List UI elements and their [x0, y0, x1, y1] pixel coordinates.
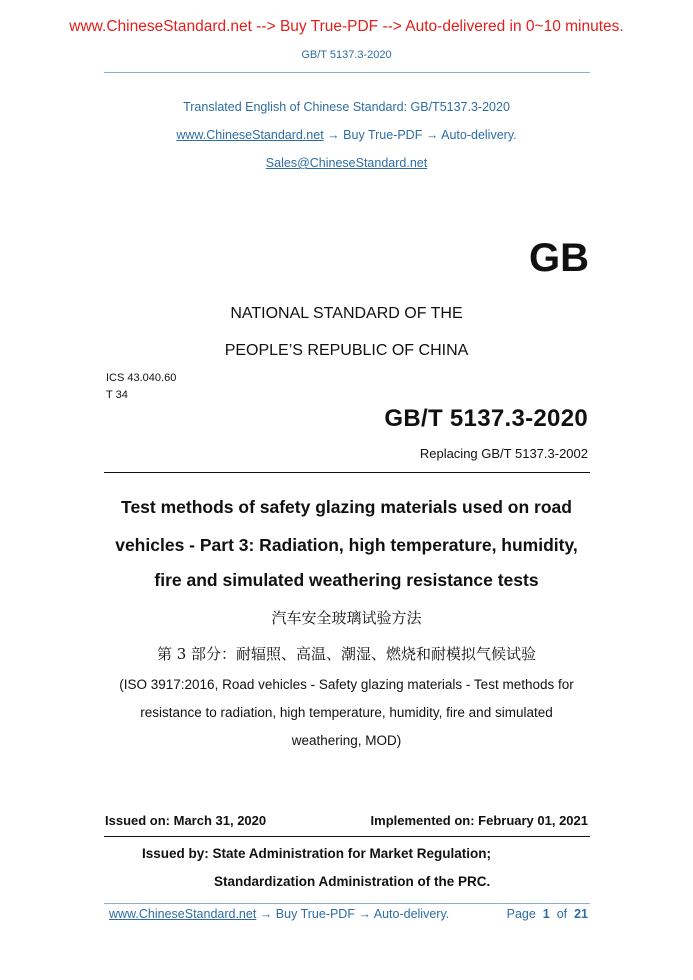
issuer-line-1: Issued by: State Administration for Market Regulation;	[142, 846, 492, 861]
page-number: 1	[542, 907, 550, 921]
page-total: 21	[574, 907, 588, 921]
site-link[interactable]: www.ChineseStandard.net	[176, 128, 324, 142]
page-indicator	[507, 907, 588, 921]
page-label: Page	[506, 907, 536, 921]
arrow-right-icon: →	[259, 907, 273, 921]
buy-line	[0, 128, 693, 142]
standard-number: GB/T 5137.3-2020	[384, 405, 588, 432]
arrow-right-icon: →	[327, 128, 340, 142]
iso-ref-line-1: (ISO 3917:2016, Road vehicles - Safety glazing materials - Test methods for	[119, 677, 574, 692]
chinese-title-2: 第 3 部分：耐辐照、高温、潮湿、燃烧和耐模拟气候试验	[156, 645, 537, 663]
title-divider	[104, 472, 590, 473]
issuer-line-2: Standardization Administration of the PRC.	[214, 874, 491, 889]
top-banner: www.ChineseStandard.net --> Buy True-PDF --> Auto-delivered in 0~10 minutes.	[69, 18, 624, 35]
footer-buy-text: Buy True-PDF	[275, 907, 355, 921]
national-line-2: PEOPLE’S REPUBLIC OF CHINA	[224, 342, 469, 359]
ccs-code: T 34	[106, 389, 128, 401]
national-line-1: NATIONAL STANDARD OF THE	[230, 305, 463, 322]
arrow-right-icon: →	[425, 128, 439, 142]
title-line-3: fire and simulated weathering resistance tests	[154, 570, 539, 590]
title-line-2: vehicles - Part 3: Radiation, high temperature, humidity,	[115, 535, 578, 555]
header-divider	[104, 72, 590, 73]
arrow-right-icon: →	[358, 907, 371, 921]
ics-code: ICS 43.040.60	[106, 372, 177, 384]
gb-mark: GB	[529, 236, 589, 280]
translation-line: Translated English of Chinese Standard: GB/T5137.3-2020	[183, 100, 510, 114]
issued-date: Issued on: March 31, 2020	[105, 813, 267, 828]
header-std-code: GB/T 5137.3-2020	[301, 49, 392, 61]
footer-divider	[104, 903, 590, 904]
email-link[interactable]: Sales@ChineseStandard.net	[265, 156, 428, 170]
replacing-note: Replacing GB/T 5137.3-2002	[419, 446, 588, 461]
implemented-date: Implemented on: February 01, 2021	[370, 813, 588, 828]
footer-links	[109, 907, 449, 921]
of-label: of	[556, 907, 568, 921]
buy-text: Buy True-PDF	[343, 128, 423, 142]
footer-auto-text: Auto-delivery.	[373, 907, 450, 921]
footer-site-link[interactable]: www.ChineseStandard.net	[109, 907, 257, 921]
title-line-1: Test methods of safety glazing materials used on road	[121, 497, 572, 517]
iso-ref-line-3: weathering, MOD)	[291, 733, 402, 748]
email-line	[0, 156, 693, 170]
iso-ref-line-2: resistance to radiation, high temperature, humidity, fire and simulated	[140, 705, 553, 720]
dates-divider	[104, 836, 590, 837]
chinese-title-1: 汽车安全玻璃试验方法	[271, 609, 422, 627]
auto-delivery-text: Auto-delivery.	[441, 128, 517, 142]
